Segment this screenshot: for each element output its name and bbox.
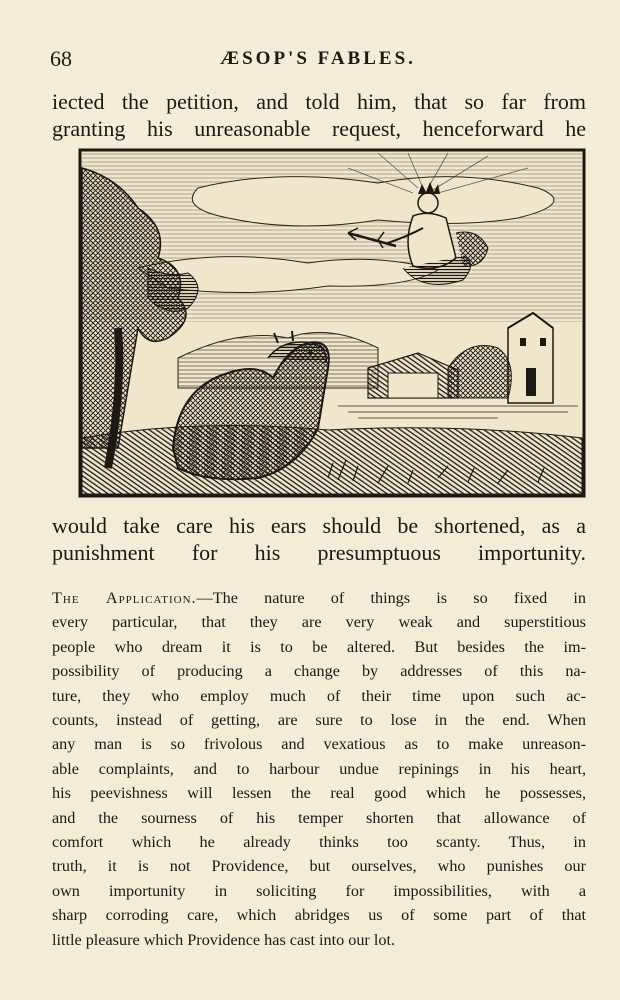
text-line: his peevishness will lessen the real good which he possesses, — [52, 784, 586, 803]
text-line: iected the petition, and told him, that so far from — [52, 89, 586, 114]
text-line: ture, they who employ much of their time upon such ac- — [52, 686, 586, 705]
text-line: able complaints, and to harbour undue repinings in his heart, — [52, 759, 586, 778]
text-line: people who dream it is to be altered. But besides the im- — [52, 637, 586, 656]
text-line: punishment for his presumptuous importunity. — [52, 540, 586, 565]
text-line: granting his unreasonable request, henceforward he — [52, 116, 586, 141]
page-header — [50, 46, 586, 76]
fable-text-top — [52, 88, 586, 142]
page-number: 68 — [50, 46, 72, 71]
text-line: possibility of producing a change by addresses of this na- — [52, 662, 586, 681]
application-paragraph — [52, 586, 586, 952]
text-line: every particular, that they are very weak and superstitious — [52, 613, 586, 632]
application-first-line — [52, 586, 586, 610]
woodcut-illustration — [78, 148, 586, 498]
text-line: own importunity in soliciting for impossibilities, with a — [52, 881, 586, 900]
text-line: any man is so frivolous and vexatious as to make unreason- — [52, 735, 586, 754]
text-line: truth, it is not Providence, but ourselves, who punishes our — [52, 857, 586, 876]
text-line: counts, instead of getting, are sure to lose in the end. When — [52, 711, 586, 730]
application-label: The Application. — [52, 589, 197, 607]
text-line: little pleasure which Providence has cast into our lot. — [52, 930, 395, 949]
application-first-line-text: —The nature of things is so fixed in — [196, 589, 586, 607]
text-line: would take care his ears should be shortened, as a — [52, 513, 586, 538]
fable-text-bottom — [52, 512, 586, 566]
text-line: and the sourness of his temper shorten that allowance of — [52, 808, 586, 827]
text-line: sharp corroding care, which abridges us of some part of that — [52, 906, 586, 925]
text-line: comfort which he already thinks too scanty. Thus, in — [52, 833, 586, 852]
running-title: ÆSOP'S FABLES. — [220, 48, 416, 69]
